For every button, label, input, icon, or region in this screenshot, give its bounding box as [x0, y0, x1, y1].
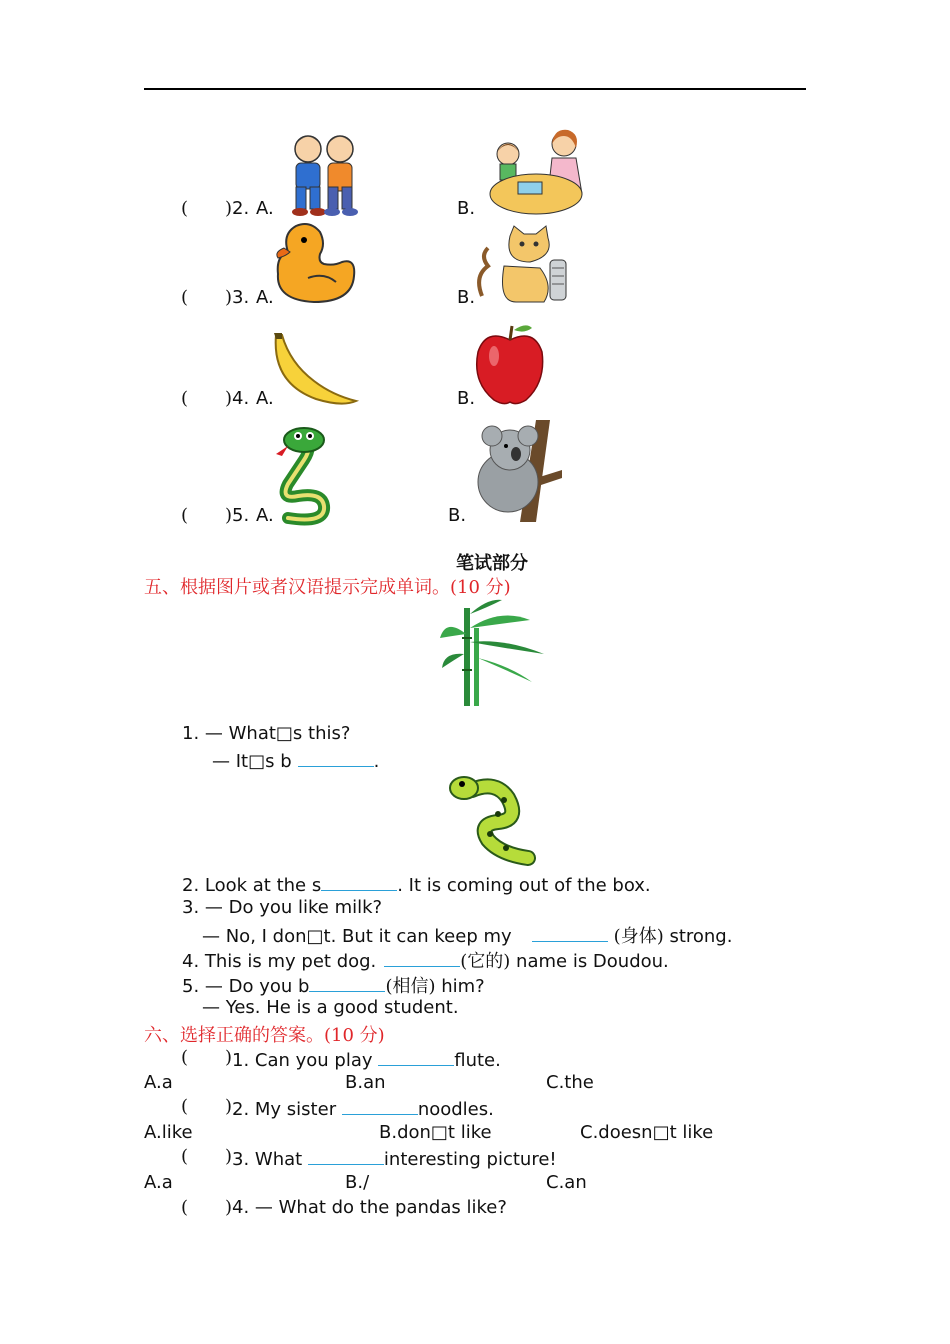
question-number: 2. — [232, 198, 250, 219]
s6-q2-post: noodles. — [417, 1099, 494, 1120]
section-5-title: 五、根据图片或者汉语提示完成单词。(10 分) — [144, 577, 511, 598]
s5-q3-question: 3. — Do you like milk? — [182, 897, 383, 918]
option-b-label: B. — [457, 388, 476, 409]
answer-paren-open: ( — [181, 1096, 189, 1117]
duck-icon — [274, 222, 358, 304]
answer-paren-close: ) — [225, 1146, 233, 1167]
s6-q2-blank[interactable] — [342, 1096, 418, 1115]
s6-q3-option-a[interactable]: A.a — [144, 1172, 173, 1193]
girl-and-mother-at-table-icon — [488, 126, 584, 216]
s5-q3-pre: — No, I don□t. But it can keep my — [202, 926, 512, 947]
answer-paren-open: ( — [181, 505, 189, 526]
section-6-title: 六、选择正确的答案。(10 分) — [144, 1025, 385, 1046]
answer-paren-open: ( — [181, 1197, 189, 1218]
s6-q2-line — [232, 1096, 494, 1120]
s5-q5-line — [182, 972, 485, 998]
answer-paren-close: ) — [225, 1047, 233, 1068]
s6-q1-blank[interactable] — [378, 1047, 454, 1066]
answer-paren-close: ) — [225, 505, 233, 526]
option-a-label: A. — [256, 198, 274, 219]
s5-q1-answer-pre: — It□s b — [212, 751, 292, 772]
s6-q2-option-b[interactable]: B.don□t like — [379, 1122, 492, 1143]
s5-q5-answer: — Yes. He is a good student. — [202, 997, 459, 1018]
s6-q1-option-c[interactable]: C.the — [546, 1072, 594, 1093]
s6-q3-line — [232, 1146, 557, 1170]
answer-paren-close: ) — [225, 388, 233, 409]
s6-q1-option-b[interactable]: B.an — [345, 1072, 386, 1093]
s5-q2-post: . It is coming out of the box. — [397, 875, 651, 896]
s5-q4-hint: (它的) — [460, 951, 511, 972]
s5-q1-answer-post: . — [373, 751, 380, 772]
s6-q3-pre: 3. What — [232, 1149, 308, 1170]
s5-q2-line — [182, 872, 651, 896]
option-b-label: B. — [457, 198, 476, 219]
s6-q1-line — [232, 1047, 501, 1071]
s5-q4-line — [182, 947, 669, 973]
s5-q1-question: 1. — What□s this? — [182, 723, 351, 744]
answer-paren-close: ) — [225, 287, 233, 308]
cat-icon — [474, 226, 570, 304]
two-boys-icon — [278, 125, 368, 217]
answer-paren-close: ) — [225, 1096, 233, 1117]
s6-q3-blank[interactable] — [308, 1146, 384, 1165]
s6-q2-pre: 2. My sister — [232, 1099, 342, 1120]
s5-q3-blank[interactable] — [532, 923, 608, 942]
bamboo-icon — [440, 598, 546, 706]
banana-icon — [272, 333, 358, 407]
answer-paren-open: ( — [181, 388, 189, 409]
option-b-label: B. — [457, 287, 476, 308]
s6-q2-option-a[interactable]: A.like — [144, 1122, 193, 1143]
option-a-label: A. — [256, 388, 274, 409]
apple-icon — [474, 322, 546, 406]
s5-q2-pre: 2. Look at the s — [182, 875, 322, 896]
s5-q5-hint: (相信) — [385, 976, 436, 997]
s5-q2-blank[interactable] — [321, 872, 397, 891]
s5-q1-blank[interactable] — [298, 748, 374, 767]
s6-q1-post: flute. — [454, 1050, 501, 1071]
answer-paren-close: ) — [225, 198, 233, 219]
answer-paren-open: ( — [181, 1047, 189, 1068]
option-a-label: A. — [256, 287, 274, 308]
s6-q2-option-c[interactable]: C.doesn□t like — [580, 1122, 714, 1143]
s5-q1-answer-line — [212, 748, 379, 772]
answer-paren-open: ( — [181, 198, 189, 219]
s5-q3-post: strong. — [663, 926, 733, 947]
s5-q5-pre: 5. — Do you b — [182, 976, 310, 997]
written-section-title: 笔试部分 — [456, 553, 528, 574]
s5-q5-post: him? — [435, 976, 485, 997]
answer-paren-open: ( — [181, 1146, 189, 1167]
answer-paren-close: ) — [225, 1197, 233, 1218]
snake-icon — [274, 426, 332, 524]
snake-icon — [448, 770, 540, 864]
koala-icon — [470, 420, 562, 522]
s6-q1-pre: 1. Can you play — [232, 1050, 379, 1071]
option-a-label: A. — [256, 505, 274, 526]
question-number: 5. — [232, 505, 250, 526]
s5-q3-answer-line — [202, 922, 732, 948]
s6-q3-option-c[interactable]: C.an — [546, 1172, 587, 1193]
option-b-label: B. — [448, 505, 467, 526]
question-number: 3. — [232, 287, 250, 308]
s5-q5-blank[interactable] — [309, 973, 385, 992]
s6-q3-post: interesting picture! — [383, 1149, 557, 1170]
s5-q4-post: name is Doudou. — [510, 951, 669, 972]
s5-q4-pre: 4. This is my pet dog. — [182, 951, 377, 972]
answer-paren-open: ( — [181, 287, 189, 308]
s5-q3-hint: (身体) — [613, 926, 664, 947]
question-number: 4. — [232, 388, 250, 409]
s6-q4-question: 4. — What do the pandas like? — [232, 1197, 507, 1218]
s6-q3-option-b[interactable]: B./ — [345, 1172, 370, 1193]
s6-q1-option-a[interactable]: A.a — [144, 1072, 173, 1093]
s5-q4-blank[interactable] — [384, 948, 460, 967]
header-rule — [144, 88, 806, 90]
